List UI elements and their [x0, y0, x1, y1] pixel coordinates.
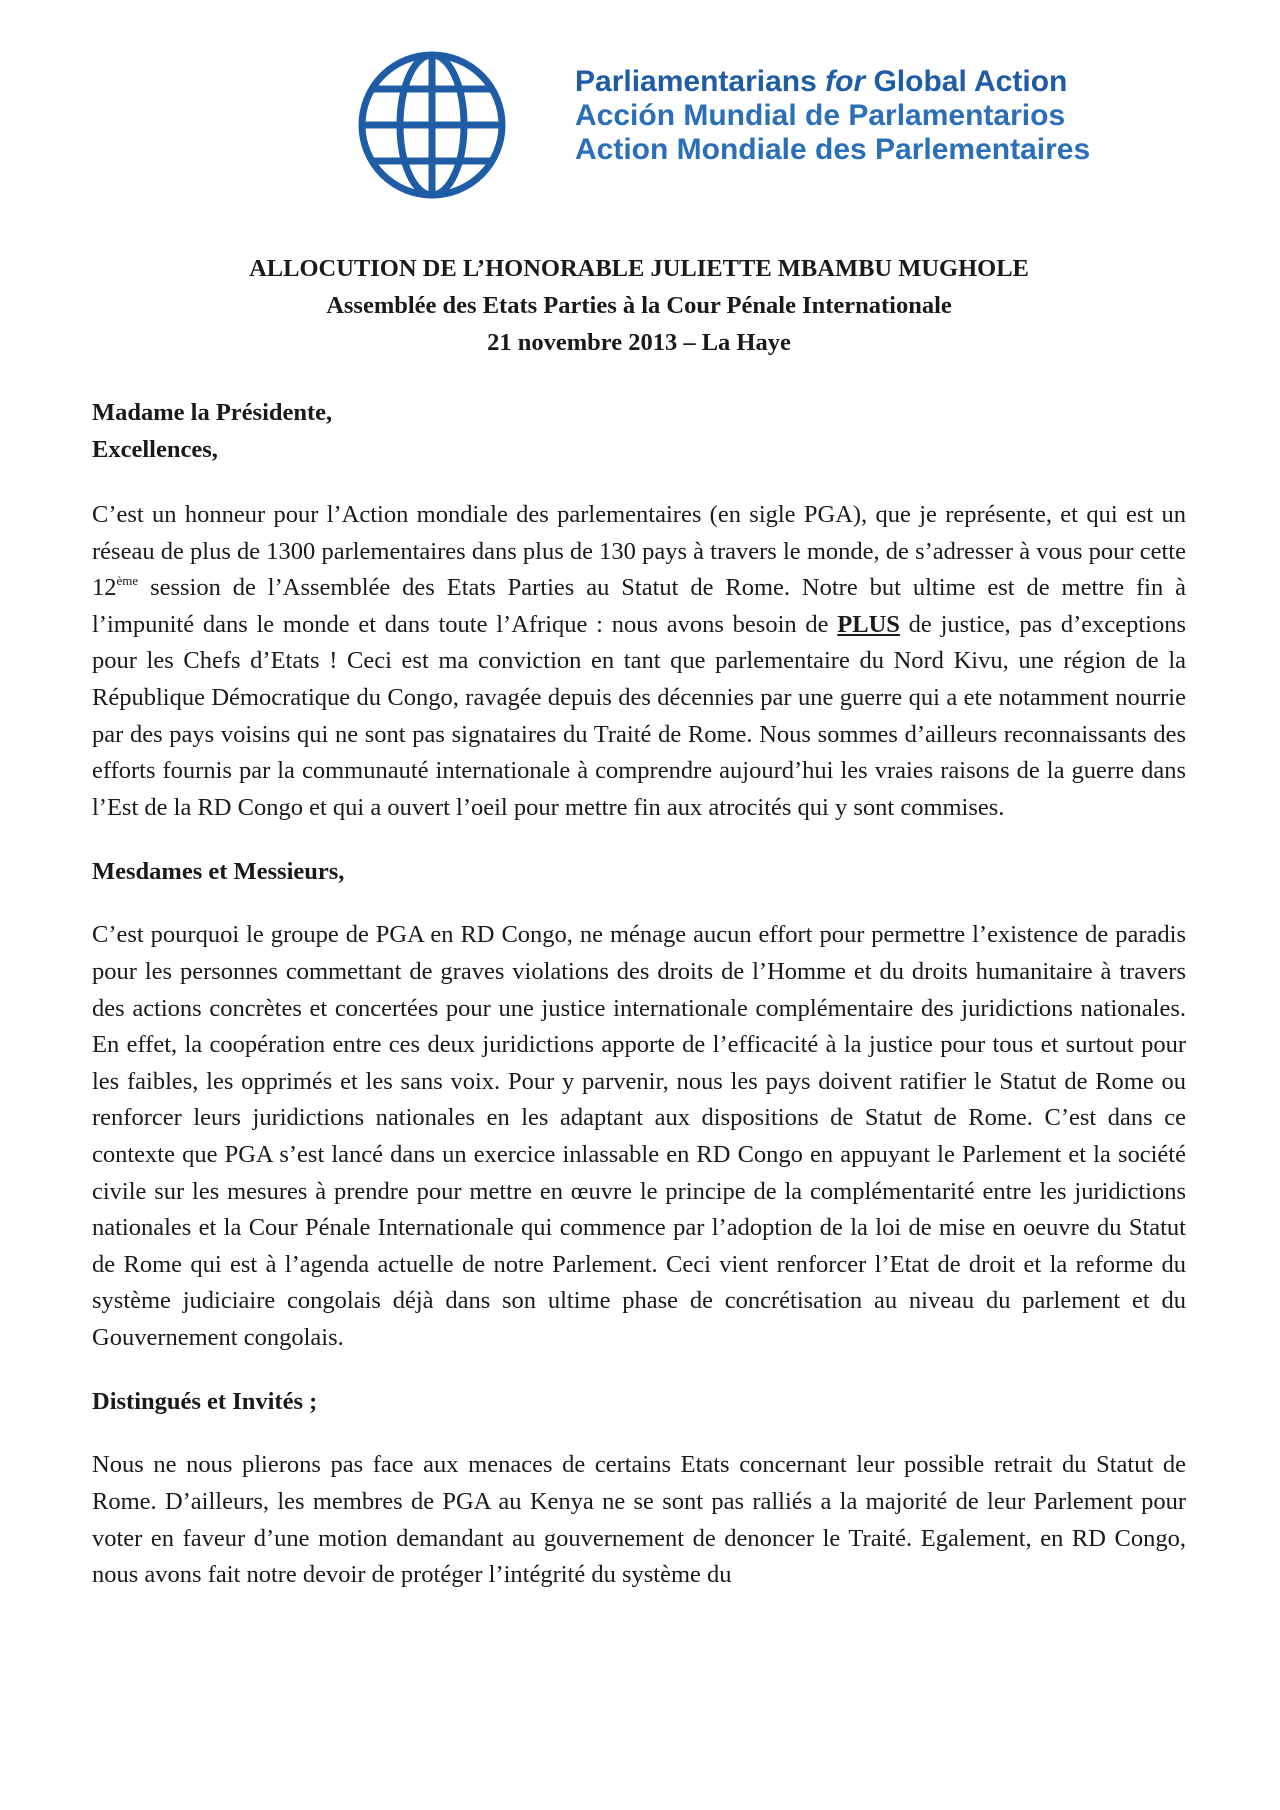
speech-title: ALLOCUTION DE L’HONORABLE JULIETTE MBAMBU MUGHOLE: [249, 255, 1029, 282]
pga-logo: [250, 45, 1090, 205]
globe-icon: [250, 45, 550, 205]
org-name-spanish: Acción Mundial de Parlamentarios: [575, 99, 1066, 132]
section-heading-3: Distingués et Invités ;: [92, 1388, 318, 1416]
title-block: [92, 250, 1186, 361]
paragraph-3: Nous ne nous plierons pas face aux menaces de certains Etats concernant leur possible retrait du Statut de Rome. D’ailleurs, les membres de PGA au Kenya ne se sont pas ralliés a la majorité de leur Parlement pour voter en faveur d’une motion demandant au gouvernement de denoncer le Traité. Egalement, en RD Congo, nous avons fait notre devoir de protéger l’intégrité du système du: [92, 1451, 1186, 1589]
paragraph-2: C’est pourquoi le groupe de PGA en RD Congo, ne ménage aucun effort pour permettre l’existence de paradis pour les personnes commettant de graves violations des droits de l’Homme et du droits humanitaire à travers des actions concrètes et concertées pour une justice internationale complémentaire des juridictions nationales. En effet, la coopération entre ces deux juridictions apporte de l’efficacité à la justice pour tous et surtout pour les faibles, les opprimés et les sans voix. Pour y parvenir, nous les pays doivent ratifier le Statut de Rome ou renforcer leurs juridictions nationales en les adaptant aux dispositions de Statut de Rome. C’est dans ce contexte que PGA s’est lancé dans un exercice inlassable en RD Congo en appuyant le Parlement et la société civile sur les mesures à prendre pour mettre en œuvre le principe de la complémentarité entre les juridictions nationales et la Cour Pénale Internationale qui commence par l’adoption de la loi de mise en oeuvre du Statut de Rome qui est à l’agenda actuelle de notre Parlement. Ceci vient renforcer l’Etat de droit et la reforme du système judiciaire congolais déjà dans son ultime phase de concrétisation au niveau du parlement et du Gouvernement congolais.: [92, 921, 1186, 1351]
greeting-line-2: Excellences,: [92, 436, 218, 463]
org-name-french: Action Mondiale des Parlementaires: [575, 133, 1091, 166]
organization-names: [575, 65, 1090, 167]
greeting-line-1: Madame la Présidente,: [92, 399, 333, 426]
greeting: [92, 394, 1186, 468]
date-place: 21 novembre 2013 – La Haye: [487, 329, 791, 356]
event-subtitle: Assemblée des Etats Parties à la Cour Pénale Internationale: [326, 292, 952, 319]
document-body: [92, 250, 1186, 1594]
section-heading-2: Mesdames et Messieurs,: [92, 858, 345, 886]
superscript-eme: ème: [116, 573, 139, 589]
emphasis-plus: PLUS: [837, 610, 900, 638]
globe-shape: [362, 55, 502, 195]
paragraph-1: C’est un honneur pour l’Action mondiale des parlementaires (en sigle PGA), que je représente, et qui est un réseau de plus de 1300 parlementaires dans plus de 130 pays à travers le monde, de s’adresser à vous pour cette 12ème session de l’Assemblée des Etats Parties au Statut de Rome. Notre but ultime est de mettre fin à l’impunité dans le monde et dans toute l’Afrique : nous avons besoin de PLUS de justice, pas d’exceptions pour les Chefs d’Etats ! Ceci est ma conviction en tant que parlementaire du Nord Kivu, une région de la République Démocratique du Congo, ravagée depuis des décennies par une guerre qui a ete notamment nourrie par des pays voisins qui ne sont pas signataires du Traité de Rome. Nous sommes d’ailleurs reconnaissants des efforts fournis par la communauté internationale à comprendre aujourd’hui les vraies raisons de la guerre dans l’Est de la RD Congo et qui a ouvert l’oeil pour mettre fin aux atrocités qui y sont commises.: [92, 501, 1186, 821]
org-name-english: Parliamentarians for Global Action: [575, 65, 1068, 98]
